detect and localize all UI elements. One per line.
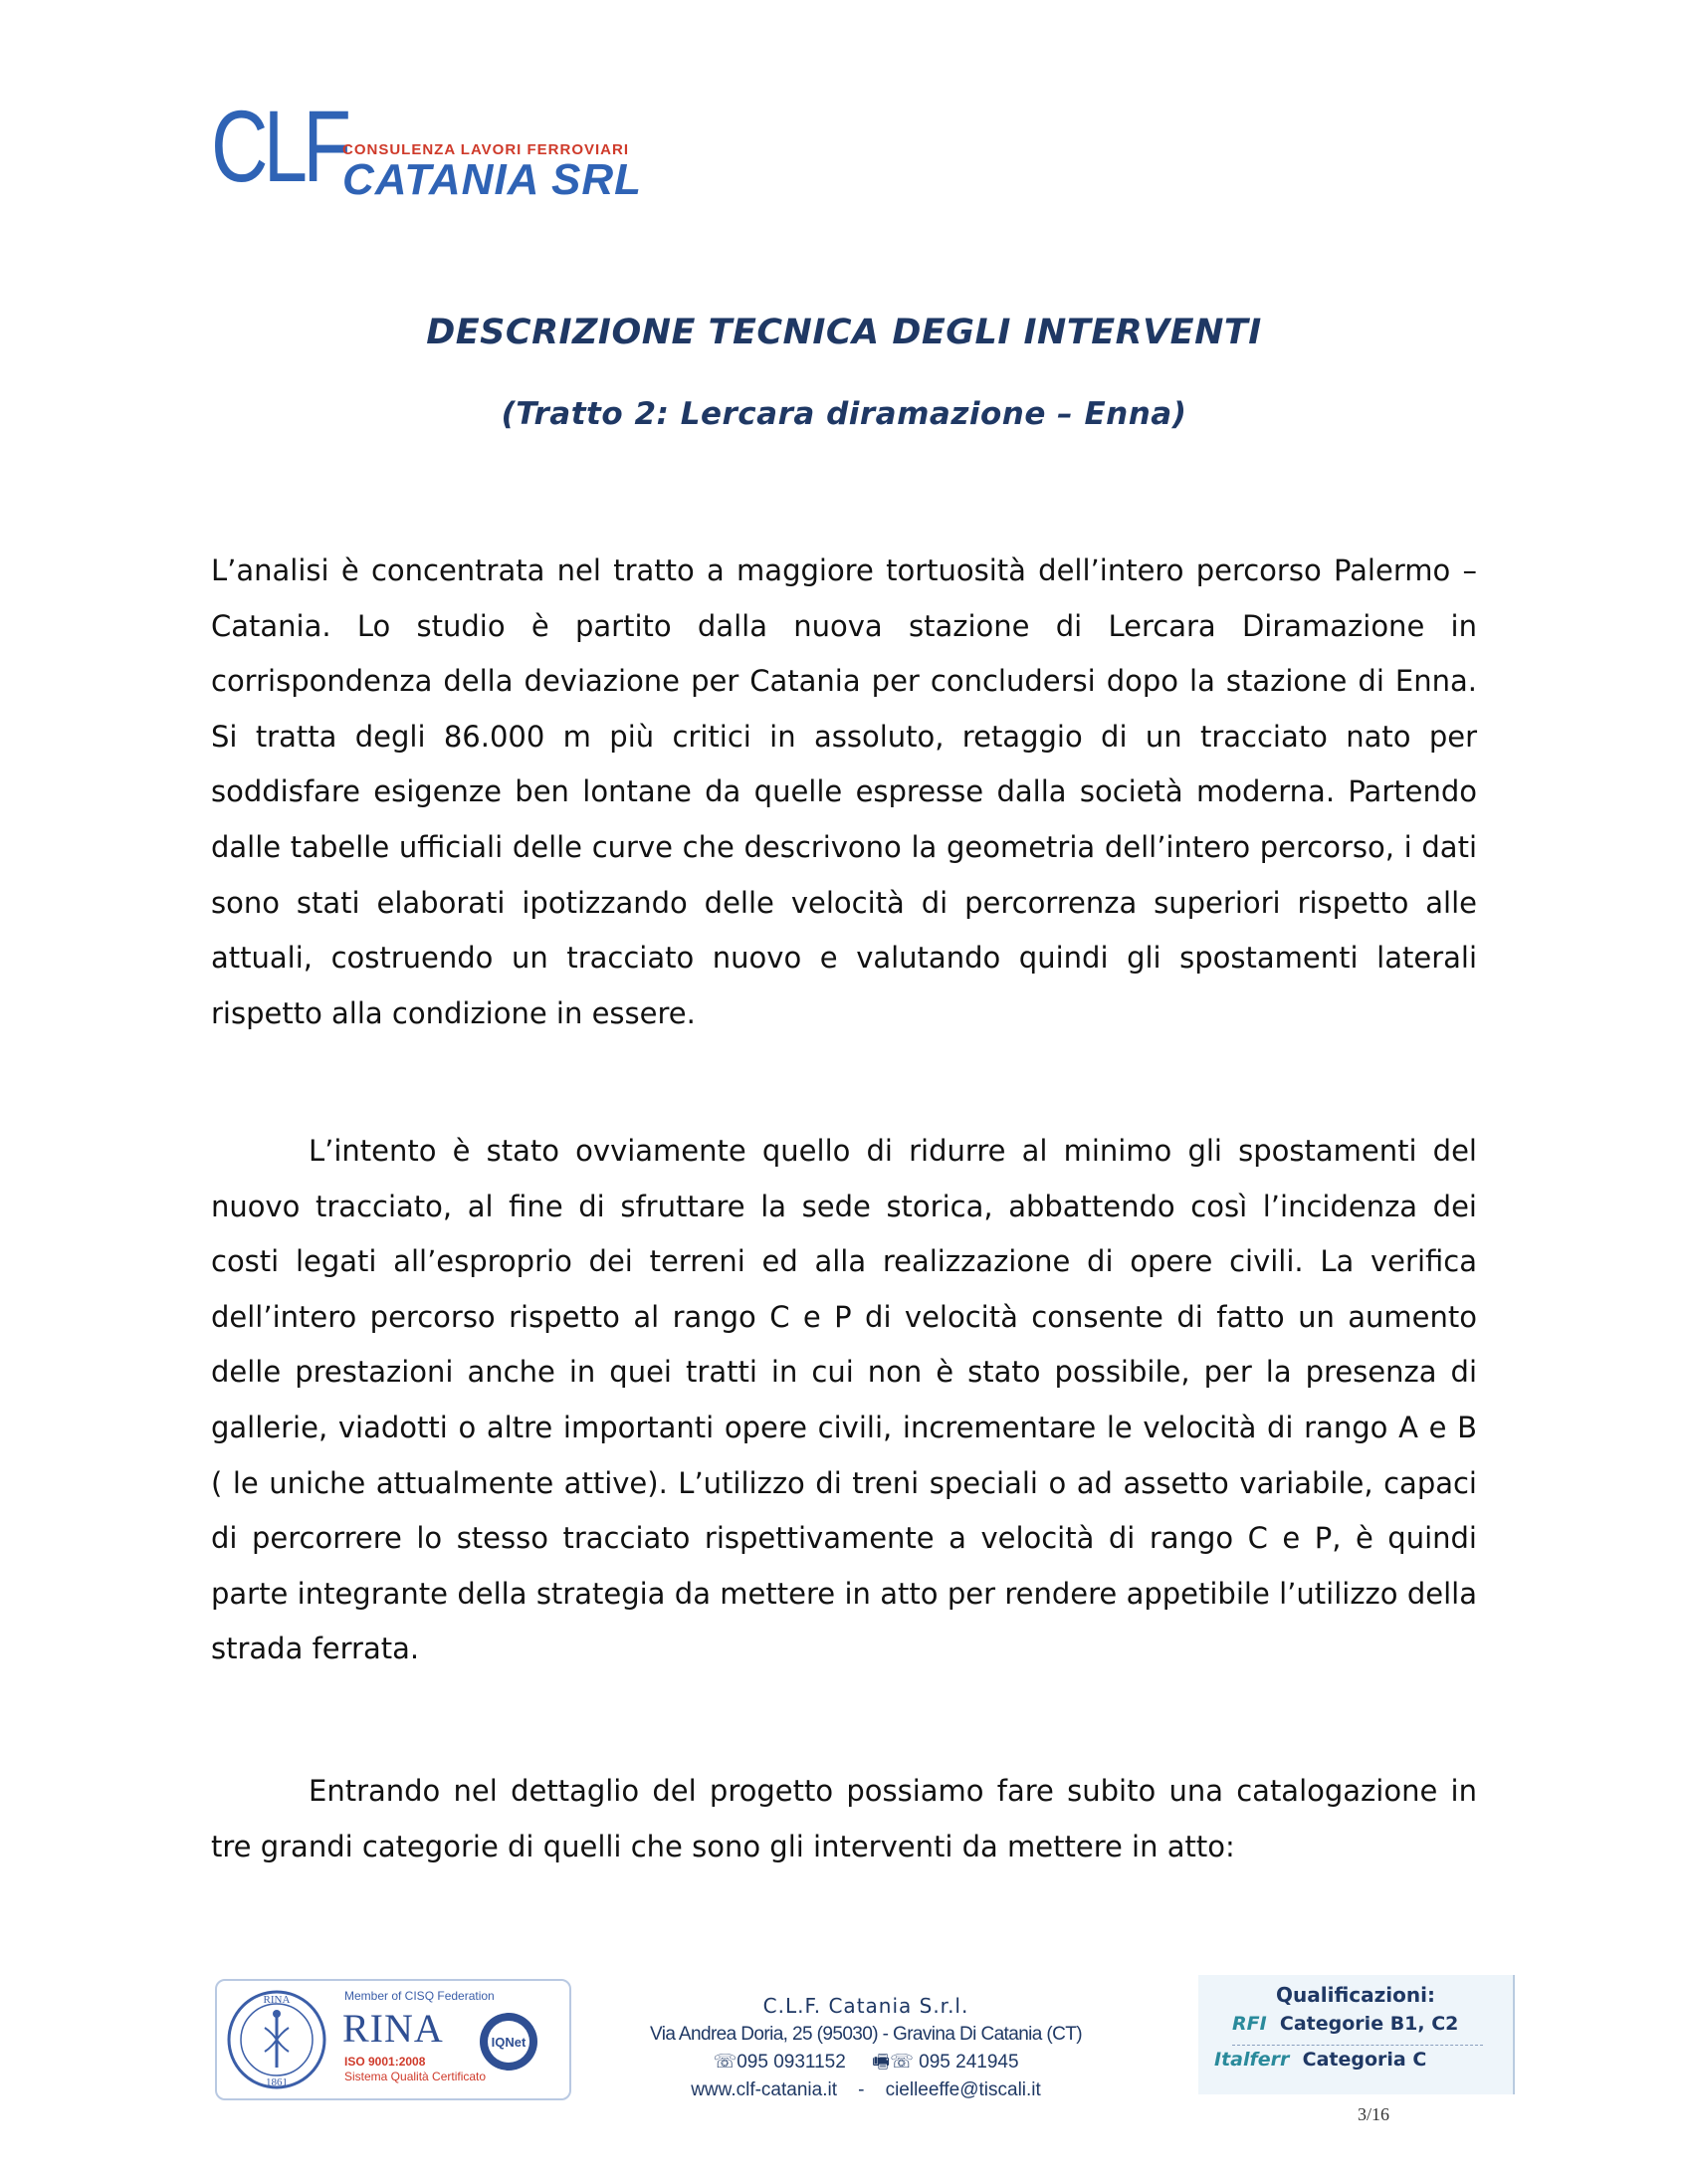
qualification-rfi bbox=[1232, 2013, 1458, 2035]
logo-company-name: CATANIA SRL bbox=[342, 155, 643, 204]
qualifications-title: Qualificazioni: bbox=[1276, 1983, 1435, 2007]
rina-seal-year: 1861 bbox=[266, 2076, 288, 2088]
qualification-italferr-value: Categoria C bbox=[1302, 2049, 1427, 2071]
rina-system-text: Sistema Qualità Certificato bbox=[344, 2070, 487, 2083]
qualifications-box bbox=[1198, 1975, 1515, 2094]
qualifications-divider bbox=[1232, 2045, 1483, 2046]
qualification-rfi-org: RFI bbox=[1232, 2013, 1267, 2035]
document-title: DESCRIZIONE TECNICA DEGLI INTERVENTI bbox=[426, 313, 1262, 352]
footer-email-link[interactable]: cielleeffe@tiscali.it bbox=[885, 2079, 1041, 2100]
paragraph-intent: L’intento è stato ovviamente quello di ridurre al minimo gli spostamenti del nuovo tracciato, al fine di sfruttare la sede storica, abbattendo così l’incidenza dei costi legati all’esproprio dei terreni ed alla realizzazione di opere civili. La verifica dell’intero percorso rispetto al rango C e P di velocità consente di fatto un aumento delle prestazioni anche in quei tratti in cui non è stato possibile, per la presenza di gallerie, viadotti o altre importanti opere civili, incrementare le velocità di rango A e B ( le uniche attualmente attive). L’utilizzo di treni speciali o ad assetto variabile, capaci di percorrere lo stesso tracciato rispettivamente a velocità di rango C e P, è quindi parte integrante della strategia da mettere in atto per rendere appetibile l’utilizzo della strada ferrata. bbox=[211, 1134, 1477, 1666]
logo-tagline: CONSULENZA LAVORI FERROVIARI bbox=[342, 141, 630, 158]
rina-seal-icon bbox=[225, 1988, 328, 2091]
iqnet-label: IQNet bbox=[491, 2035, 527, 2050]
footer-address: Via Andrea Doria, 25 (95030) - Gravina Di Catania (CT) bbox=[649, 2024, 1083, 2045]
iqnet-icon bbox=[478, 2011, 539, 2073]
footer-website-link[interactable]: www.clf-catania.it bbox=[691, 2079, 837, 2100]
footer-phone: ☏095 0931152 bbox=[713, 2052, 846, 2073]
rina-brand: RINA bbox=[342, 2006, 444, 2051]
logo-letters: CLF bbox=[211, 90, 347, 203]
rina-certification-badge bbox=[215, 1979, 571, 2100]
page-number: 3/16 bbox=[1358, 2104, 1390, 2124]
rina-seal-text: RINA bbox=[263, 1994, 291, 2006]
rina-iso-standard: ISO 9001:2008 bbox=[344, 2055, 426, 2069]
company-logo bbox=[211, 90, 689, 204]
qualification-rfi-value: Categorie B1, C2 bbox=[1279, 2013, 1459, 2035]
rina-member-text: Member of CISQ Federation bbox=[344, 1989, 495, 2003]
footer-phones bbox=[577, 2049, 1155, 2076]
footer-contact bbox=[577, 1991, 1155, 2104]
footer-separator: - bbox=[858, 2079, 865, 2100]
paragraph-analysis: L’analisi è concentrata nel tratto a maggiore tortuosità dell’intero percorso Palermo – Catania. Lo studio è partito dalla nuova stazione di Lercara Diramazione in corrispondenza della deviazione per Catania per concludersi dopo la stazione di Enna. Si tratta degli 86.000 m più critici in assoluto, retaggio di un tracciato nato per soddisfare esigenze ben lontane da quelle espresse dalla società moderna. Partendo dalle tabelle ufficiali delle curve che descrivono la geometria dell’intero percorso, i dati sono stati elaborati ipotizzando delle velocità di percorrenza superiori rispetto alle attuali, costruendo un tracciato nuovo e valutando quindi gli spostamenti laterali rispetto alla condizione in essere. bbox=[211, 553, 1477, 1030]
footer-company-name: C.L.F. Catania S.r.l. bbox=[762, 1994, 969, 2018]
document-subtitle: (Tratto 2: Lercara diramazione – Enna) bbox=[501, 396, 1187, 432]
qualification-italferr-org: Italferr bbox=[1214, 2049, 1290, 2071]
footer-web-email bbox=[577, 2076, 1155, 2104]
footer-fax: 🖷☏ 095 241945 bbox=[872, 2052, 1019, 2073]
qualification-italferr bbox=[1214, 2049, 1426, 2071]
paragraph-categories: Entrando nel dettaglio del progetto possiamo fare subito una catalogazione in tre grandi categorie di quelli che sono gli interventi da mettere in atto: bbox=[211, 1774, 1477, 1863]
